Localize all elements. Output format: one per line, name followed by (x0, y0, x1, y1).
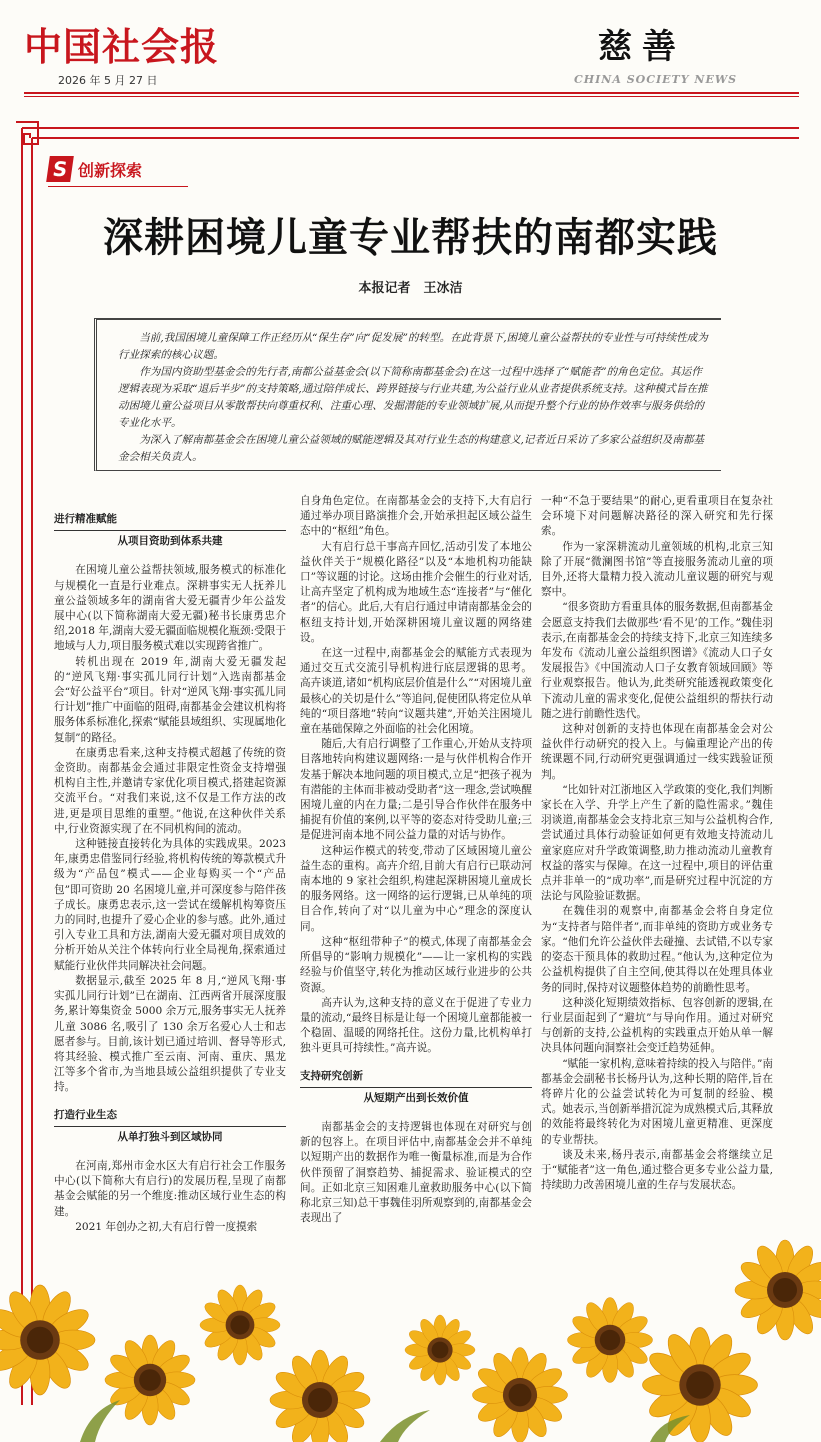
body-paragraph: 在困境儿童公益帮扶领域,服务模式的标准化与规模化一直是行业难点。深耕事实无人抚养儿童公益领域多年的湖南省大爱无疆青少年公益发展中心(以下简称湖南大爱无疆)秘书长康勇忠介绍,2018 年,湖南大爱无疆面临规模化瓶颈:受限于地域与人力,项目服务模式难以实现跨省推广。 (54, 564, 286, 653)
column-tag-underline (48, 186, 188, 187)
section-heading (54, 512, 286, 549)
body-paragraph: 在河南,郑州市金水区大有启行社会工作服务中心(以下简称大有启行)的发展历程,呈现了南都基金会赋能的另一个维度:推动区域行业生态的构建。 (54, 1159, 286, 1218)
body-paragraph: 自身角色定位。在南都基金会的支持下,大有启行通过举办项目路演推介会,开始承担起区域公益生态中的“枢纽”角色。 (300, 495, 532, 538)
body-paragraph: 这种对创新的支持也体现在南都基金会对公益伙伴行动研究的投入上。与偏重理论产出的传统课题不同,行动研究更强调通过一线实践验证预判。 (541, 723, 773, 781)
section-title: 慈善 (598, 27, 686, 67)
body-paragraph: 作为一家深耕流动儿童领域的机构,北京三知除了开展“微澜图书馆”等直接服务流动儿童的项目外,还将大量精力投入流动儿童议题的研究与观察中。 (541, 540, 773, 599)
section-heading-title: 支持研究创新 (300, 1069, 532, 1088)
column-tag (48, 156, 142, 182)
body-paragraph: “很多资助方看重具体的服务数据,但南都基金会愿意支持我们去做那些‘看不见’的工作。”魏佳羽表示,在南都基金会的持续支持下,北京三知连续多年发布《流动儿童公益组织图谱》《流动人口子女发展报告》《中国流动人口子女教育领域回顾》等行业观察报告。他认为,此类研究能透视政策变化下流动儿童的需求变化,促使公益组织的帮扶行动随之进行前瞻性迭代。 (541, 601, 773, 720)
body-paragraph: 在这一过程中,南都基金会的赋能方式表现为通过交互式交流引导机构进行底层逻辑的思考。高卉谈道,诸如“机构底层价值是什么”“对困境儿童最核心的关切是什么”等追问,促使团队将定位从单纯的“项目落地”转向“议题共建”,开始关注困境儿童在基础保障之外面临的社会化困境。 (300, 647, 532, 736)
body-paragraph: 2021 年创办之初,大有启行曾一度摸索 (75, 1220, 258, 1233)
intro-paragraph: 作为国内资助型基金会的先行者,南都公益基金会(以下简称南都基金会)在这一过程中选择了“赋能者”的角色定位。其运作逻辑表现为采取“退后半步”的支持策略,通过陪伴成长、跨界链接与行业共建,为公益行业从业者提供系统支持。这种模式旨在推动困境儿童公益项目从零散帮扶向尊重权利、注重心理、发掘潜能的专业领域扩展,从而提升整个行业的协作效率与服务供给的专业化水平。 (118, 366, 708, 429)
column-tag-label: 创新探索 (78, 160, 143, 180)
issue-date: 2026 年 5 月 27 日 (58, 74, 158, 87)
body-paragraph: “比如针对江浙地区入学政策的变化,我们判断家长在入学、升学上产生了新的隐性需求。”魏佳羽谈道,南都基金会支持北京三知与公益机构合作,尝试通过具体行动验证如何更有效地支持流动儿童家庭应对升学政策调整,助力推动流动儿童教育权益的落实与保障。在这一过程中,项目的评估重点并非单一的“成功率”,而是研究过程中沉淀的方法论与风险验证数据。 (541, 783, 773, 903)
body-paragraph: 高卉认为,这种支持的意义在于促进了专业力量的流动,“最终目标是让每一个困境儿童都能被一个稳固、温暖的网络托住。这份力量,比机构单打独斗更具可持续性。”高卉说。 (300, 996, 532, 1055)
body-paragraph: “赋能一家机构,意味着持续的投入与陪伴。”南都基金会副秘书长杨丹认为,这种长期的陪伴,旨在将碎片化的公益尝试转化为可复制的经验、模式。她表示,当创新举措沉淀为成熟模式后,其释放的效能将最终转化为对困境儿童更精准、更深度的专业帮扶。 (541, 1057, 773, 1146)
masthead-rule-thin (24, 96, 799, 97)
masthead-rule (24, 92, 799, 94)
article-headline: 深耕困境儿童专业帮扶的南都实践 (103, 215, 718, 261)
section-heading-subtitle: 从短期产出到长效价值 (363, 1091, 469, 1104)
body-paragraph: 一种“不急于要结果”的耐心,更看重项目在复杂社会环境下对问题解决路径的深入研究和先行探索。 (541, 495, 773, 538)
body-paragraph: 转机出现在 2019 年,湖南大爱无疆发起的“逆风飞翔·事实孤儿同行计划”入选南都基金会“好公益平台”项目。针对“逆风飞翔·事实孤儿同行计划”推广中面临的阻碍,南都基金会建议机构将服务体系标准化,探索“赋能县域组织、实现属地化复制”的路径。 (54, 655, 286, 744)
section-heading-title: 打造行业生态 (54, 1108, 286, 1127)
column-tag-icon: S (46, 156, 74, 182)
article-column-3 (541, 494, 773, 1193)
article-column-1 (54, 508, 286, 1235)
section-heading-title: 进行精准赋能 (54, 512, 286, 531)
article-byline: 本报记者 王冰洁 (358, 281, 463, 296)
body-paragraph: 数据显示,截至 2025 年 8 月,“逆风飞翔·事实孤儿同行计划”已在湖南、江西两省开展深度服务,累计筹集资金 5000 余万元,服务事实无人抚养儿童 3086 名,吸引了 130 余万名爱心人士和志愿者参与。目前,该计划已通过培训、督导等形式,将其经验、模式推广至云南、河南、重庆、黑龙江等多个省市,为当地县域公益组织提供了专业支持。 (54, 974, 286, 1094)
article-column-2 (300, 494, 532, 1226)
body-paragraph: 这种运作模式的转变,带动了区域困境儿童公益生态的重构。高卉介绍,目前大有启行已联动河南本地的 9 家社会组织,构建起深耕困境儿童成长的服务网络。这一网络的运行逻辑,已从单纯的项目合作,转向了对“以儿童为中心”理念的深度认同。 (300, 844, 532, 933)
section-english-title: CHINA SOCIETY NEWS (574, 73, 738, 86)
sunflower-icon (0, 1240, 821, 1442)
body-paragraph: 在康勇忠看来,这种支持模式超越了传统的资金资助。南都基金会通过非限定性资金支持增强机构自主性,并邀请专家优化项目模式,搭建起资源交流平台。“对我们来说,这不仅是工作方法的改进,更是项目思维的重塑。”他说,在这种伙伴关系中,行业资源实现了在不同机构间的流动。 (54, 746, 286, 835)
intro-paragraph: 为深入了解南都基金会在困境儿童公益领域的赋能逻辑及其对行业生态的构建意义,记者近日采访了多家公益组织及南都基金会相关负责人。 (118, 434, 705, 463)
body-paragraph: 这种淡化短期绩效指标、包容创新的逻辑,在行业层面起到了“避坑”与导向作用。通过对研究与创新的支持,公益机构的实践重点开始从单一解决具体问题向洞察社会变迁趋势延伸。 (541, 996, 773, 1055)
section-heading (54, 1108, 286, 1145)
section-heading-subtitle: 从单打独斗到区域协同 (117, 1130, 223, 1143)
body-paragraph: 谈及未来,杨丹表示,南都基金会将继续立足于“赋能者”这一角色,通过整合更多专业公益力量,持续助力改善困境儿童的生存与发展状态。 (541, 1148, 773, 1192)
body-paragraph: 南都基金会的支持逻辑也体现在对研究与创新的包容上。在项目评估中,南都基金会并不单纯以短期产出的数据作为唯一衡量标准,而是为合作伙伴预留了洞察趋势、捕捉需求、验证模式的空间。正如北京三知困难儿童救助服务中心(以下简称北京三知)总干事魏佳羽所观察到的,南都基金会表现出了 (300, 1120, 532, 1225)
section-heading (300, 1069, 532, 1106)
body-paragraph: 这种“枢纽带种子”的模式,体现了南都基金会所倡导的“影响力规模化”——让一家机构的实践经验与价值坚守,转化为推动区域行业进步的公共资源。 (300, 935, 532, 994)
sunflower-decoration (0, 1230, 821, 1442)
body-paragraph: 这种链接直接转化为具体的实践成果。2023 年,康勇忠借鉴同行经验,将机构传统的筹款模式升级为“产品包”模式——企业每购买一个“产品包”即可资助 20 名困境儿童,并可深度参与陪伴孩子成长。康勇忠表示,这一尝试在缓解机构筹资压力的同时,也提升了爱心企业的参与感。此外,通过引入专业工具和方法,湖南大爱无疆对项目成效的分析开始从关注个体转向行业全局视角,探索通过赋能行业伙伴共同解决社会问题。 (54, 838, 286, 972)
body-paragraph: 随后,大有启行调整了工作重心,开始从支持项目落地转向构建议题网络:一是与伙伴机构合作开发基于解决本地问题的项目模式,立足“把孩子视为有潜能的主体而非被动受助者”这一理念,尝试唤醒困境儿童的内在力量;二是引导合作伙伴在服务中捕捉有价值的案例,以平等的姿态对待受助儿童;三是促进河南本地不同公益力量的对话与协作。 (300, 738, 532, 842)
body-paragraph: 在魏佳羽的观察中,南都基金会将自身定位为“支持者与陪伴者”,而非单纯的资助方或业务专家。“他们允许公益伙伴去碰撞、去试错,不以专家的姿态干预具体的救助过程。”他认为,这种定位为公益机构提供了自主空间,使其得以在处理具体业务的同时,保持对议题整体趋势的前瞻性思考。 (541, 905, 773, 994)
body-paragraph: 大有启行总干事高卉回忆,活动引发了本地公益伙伴关于“规模化路径”以及“本地机构功能缺口”等议题的讨论。这场由推介会催生的行业对话,让高卉坚定了机构成为地域生态“连接者”与“催化者”的信心。此后,大有启行通过申请南都基金会的枢纽支持计划,开始深耕困境儿童议题的网络建设。 (300, 540, 532, 644)
intro-lead (118, 330, 710, 466)
intro-paragraph: 当前,我国困境儿童保障工作正经历从“保生存”向“促发展”的转型。在此背景下,困境儿童公益帮扶的专业性与可持续性成为行业探索的核心议题。 (118, 332, 708, 361)
newspaper-logo: 中国社会报 (24, 24, 220, 69)
section-heading-subtitle: 从项目资助到体系共建 (117, 535, 223, 548)
